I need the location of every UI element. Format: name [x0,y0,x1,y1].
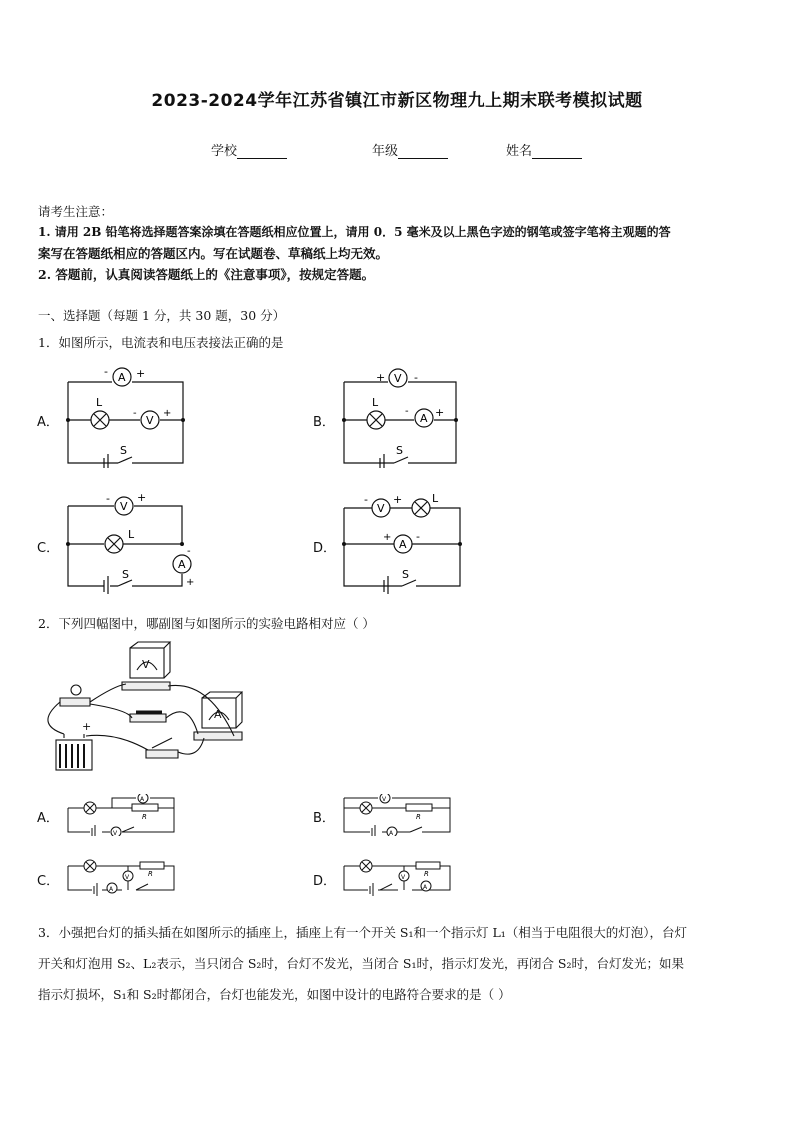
q1-circuit-a [60,366,190,468]
svg-text:R: R [424,870,429,878]
svg-text:S: S [402,568,409,581]
svg-text:+: + [376,371,386,384]
q2-apparatus-illustration [38,640,243,775]
svg-text:-: - [364,493,368,506]
svg-text:+: + [136,367,146,380]
q2-option-c-label[interactable]: C． [37,874,60,889]
svg-text:V: V [377,502,385,515]
svg-text:V: V [394,372,402,385]
svg-text:-: - [106,492,110,505]
notice-heading: 请考生注意： [38,204,114,219]
grade-blank [398,146,448,159]
q1-option-a-label[interactable]: A． [37,415,59,430]
page-title: 2023-2024学年江苏省镇江市新区物理九上期末联考模拟试题 [151,91,643,111]
notice-item1-line2: 案写在答题纸相应的答题区内。写在试题卷、草稿纸上均无效。 [38,246,389,261]
svg-text:L: L [96,396,103,409]
svg-text:R: R [148,870,153,878]
svg-text:S: S [120,444,127,457]
school-field [211,140,287,159]
svg-text:A: A [399,538,407,551]
grade-label: 年级 [372,144,399,159]
svg-text:V: V [401,874,406,881]
question-3-line2: 开关和灯泡用 S₂、L₂表示，当只闭合 S₂时，台灯不发光，当闭合 S₁时，指示灯发光，再闭合 S₂时，台灯发光；如果 [38,956,685,971]
svg-text:R: R [142,813,147,821]
svg-text:R: R [416,813,421,821]
svg-text:V: V [142,658,150,671]
svg-text:+: + [383,532,392,543]
q2-circuit-d [340,858,456,896]
svg-text:V: V [120,500,128,513]
svg-text:L: L [128,528,135,541]
q2-circuit-a [64,794,180,836]
svg-text:V: V [382,796,387,803]
svg-text:+: + [163,408,172,419]
notice-item1-line1: 1. 请用 2B 铅笔将选择题答案涂填在答题纸相应位置上，请用 0．5 毫米及以上黑色字迹的钢笔或签字笔将主观题的答 [38,225,671,239]
svg-text:A: A [389,830,394,836]
grade-field [372,140,448,159]
question-3-line1: 3．小强把台灯的插头插在如图所示的插座上，插座上有一个开关 S₁和一个指示灯 L₁（相当于电阻很大的灯泡），台灯 [38,925,688,940]
q1-option-b-label[interactable]: B． [313,415,335,430]
q1-option-d-label[interactable]: D． [313,541,337,556]
svg-text:L: L [372,396,379,409]
question-1-text: 1．如图所示，电流表和电压表接法正确的是 [38,335,284,350]
svg-text:+: + [82,720,92,733]
q1-circuit-d [336,490,472,594]
question-3-line3: 指示灯损坏，S₁和 S₂时都闭合，台灯也能发光，如图中设计的电路符合要求的是（ ） [38,987,511,1002]
svg-text:A: A [109,886,114,893]
svg-text:+: + [435,406,445,419]
svg-text:+: + [186,577,195,588]
svg-text:-: - [405,406,409,417]
school-label: 学校 [211,144,238,159]
svg-text:+: + [137,491,147,504]
q2-circuit-b [340,794,456,836]
name-label: 姓名 [506,144,533,159]
svg-text:L: L [432,492,439,505]
question-2-text: 2．下列四幅图中，哪副图与如图所示的实验电路相对应（ ） [38,616,375,631]
svg-text:-: - [414,371,418,384]
svg-text:S: S [122,568,129,581]
q1-circuit-b [338,366,468,468]
svg-text:A: A [140,796,145,803]
q1-option-c-label[interactable]: C． [37,541,60,556]
notice-item2: 2. 答题前，认真阅读答题纸上的《注意事项》，按规定答题。 [38,267,375,282]
section-heading: 一、选择题（每题 1 分，共 30 题，30 分） [38,308,286,323]
svg-text:-: - [133,408,137,419]
school-blank [237,146,287,159]
svg-text:A: A [118,371,126,384]
svg-text:A: A [178,558,186,571]
svg-text:V: V [125,874,130,881]
svg-text:V: V [146,414,154,427]
name-field [506,140,582,159]
svg-text:-: - [104,366,108,378]
svg-text:A: A [423,884,428,891]
q2-circuit-c [64,858,180,896]
svg-text:-: - [187,546,191,557]
name-blank [532,146,582,159]
q2-option-b-label[interactable]: B． [313,811,335,826]
svg-text:A: A [214,708,222,721]
svg-text:-: - [416,530,420,543]
svg-text:S: S [396,444,403,457]
svg-text:V: V [113,830,118,836]
q1-circuit-c [60,490,200,594]
q2-option-d-label[interactable]: D． [313,874,337,889]
svg-text:A: A [420,412,428,425]
q2-option-a-label[interactable]: A． [37,811,59,826]
svg-text:+: + [393,493,403,506]
